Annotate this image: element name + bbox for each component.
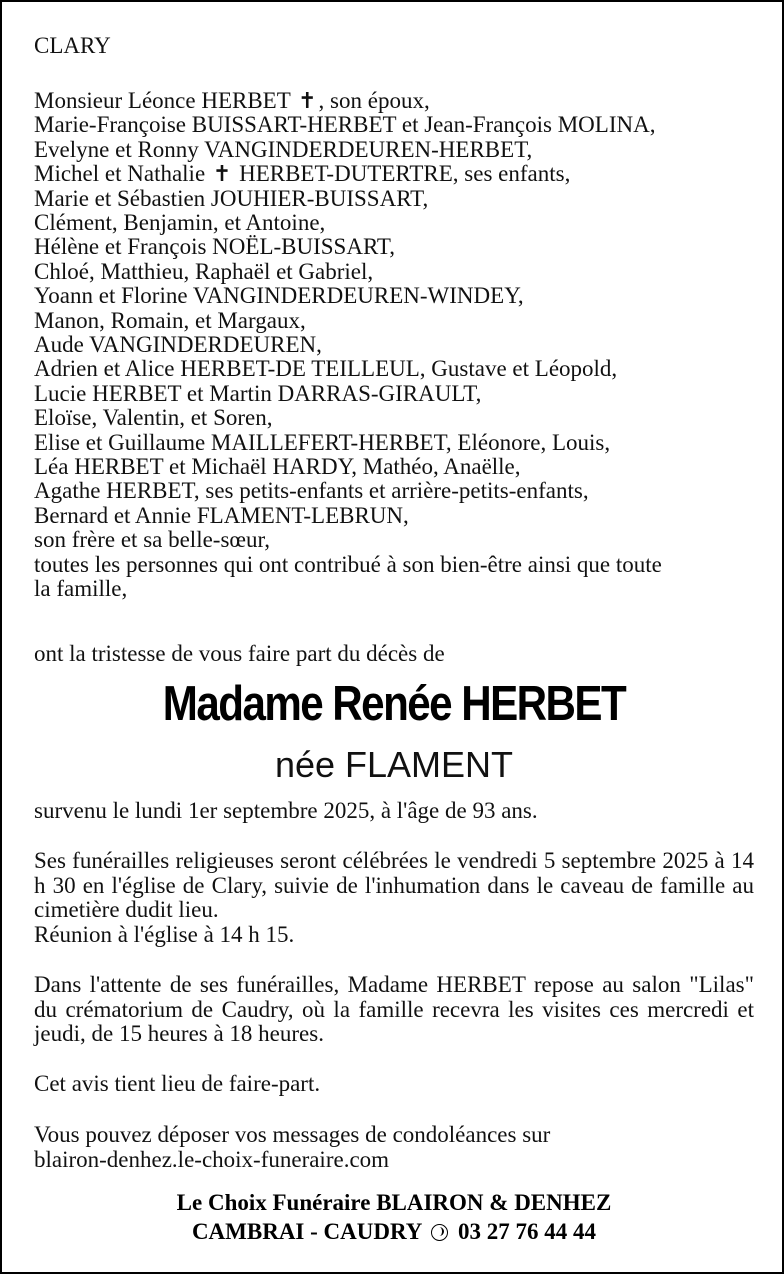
family-line: Aude VANGINDERDEUREN, <box>34 332 322 357</box>
family-line: Eloïse, Valentin, et Soren, <box>34 405 273 431</box>
death-info: survenu le lundi 1er septembre 2025, à l'âge de 93 ans. <box>34 798 538 823</box>
family-line <box>34 162 570 187</box>
family-line: Yoann et Florine VANGINDERDEUREN-WINDEY, <box>34 283 524 309</box>
notice-text: Cet avis tient lieu de faire-part. <box>34 1071 321 1096</box>
city-heading: CLARY <box>34 33 111 58</box>
condolences-website[interactable]: blairon-denhez.le-choix-funeraire.com <box>34 1147 390 1172</box>
funeral-paragraph <box>34 849 754 947</box>
family-line: Adrien et Alice HERBET-DE TEILLEUL, Gustave et Léopold, <box>34 356 618 382</box>
family-line: Agathe HERBET, ses petits-enfants et arrière-petits-enfants, <box>34 478 589 504</box>
phone-icon <box>431 1224 448 1241</box>
family-line-text: Monsieur Léonce HERBET <box>34 88 291 113</box>
family-line: Lucie HERBET et Martin DARRAS-GIRAULT, <box>34 380 482 406</box>
family-line: Hélène et François NOËL-BUISSART, <box>34 234 396 260</box>
family-line <box>34 89 430 114</box>
latin-cross-icon: ✝ <box>298 89 317 114</box>
funeral-text: Ses funérailles religieuses seront célébrées le vendredi 5 septembre 2025 à 14 h 30 en l'église de Clary, suivie de l'inhumation dans le caveau de famille au cimetière dudit lieu. <box>34 848 754 922</box>
deceased-name: Madame Renée HERBET <box>162 677 626 731</box>
family-line: Elise et Guillaume MAILLEFERT-HERBET, Eléonore, Louis, <box>34 429 611 455</box>
family-line-text: , son époux, <box>318 88 430 113</box>
family-line: son frère et sa belle-sœur, <box>34 527 271 553</box>
footer-contact <box>2 1219 784 1245</box>
visit-paragraph: Dans l'attente de ses funérailles, Madame HERBET repose au salon "Lilas" du crématorium de Caudry, où la famille recevra les visites ces mercredi et jeudi, de 15 heures à 18 heures. <box>34 972 754 1046</box>
family-line: Manon, Romain, et Margaux, <box>34 307 306 333</box>
family-line: Chloé, Matthieu, Raphaël et Gabriel, <box>34 258 374 284</box>
family-line: la famille, <box>34 576 128 601</box>
family-line-text: Michel et Nathalie <box>34 161 206 187</box>
family-line: Marie et Sébastien JOUHIER-BUISSART, <box>34 185 429 211</box>
footer-phone[interactable]: 03 27 76 44 44 <box>458 1219 597 1244</box>
family-line: Clément, Benjamin, et Antoine, <box>34 210 326 235</box>
announcement-text: ont la tristesse de vous faire part du décès de <box>34 641 445 666</box>
family-line: Evelyne et Ronny VANGINDERDEUREN-HERBET, <box>34 136 533 162</box>
family-line: Bernard et Annie FLAMENT-LEBRUN, <box>34 502 409 528</box>
family-line: toutes les personnes qui ont contribué à son bien-être ainsi que toute <box>34 551 662 577</box>
maiden-name: née FLAMENT <box>274 744 514 785</box>
latin-cross-icon: ✝ <box>212 162 232 188</box>
family-line-text: HERBET-DUTERTRE, ses enfants, <box>239 161 571 187</box>
condolences-text: Vous pouvez déposer vos messages de condoléances sur <box>34 1122 551 1147</box>
meeting-text: Réunion à l'église à 14 h 15. <box>34 921 295 947</box>
family-line: Marie-Françoise BUISSART-HERBET et Jean-François MOLINA, <box>34 112 656 138</box>
footer-company: Le Choix Funéraire BLAIRON & DENHEZ <box>176 1190 612 1215</box>
family-line: Léa HERBET et Michaël HARDY, Mathéo, Anaëlle, <box>34 454 521 479</box>
footer-cities: CAMBRAI - CAUDRY <box>191 1219 422 1244</box>
